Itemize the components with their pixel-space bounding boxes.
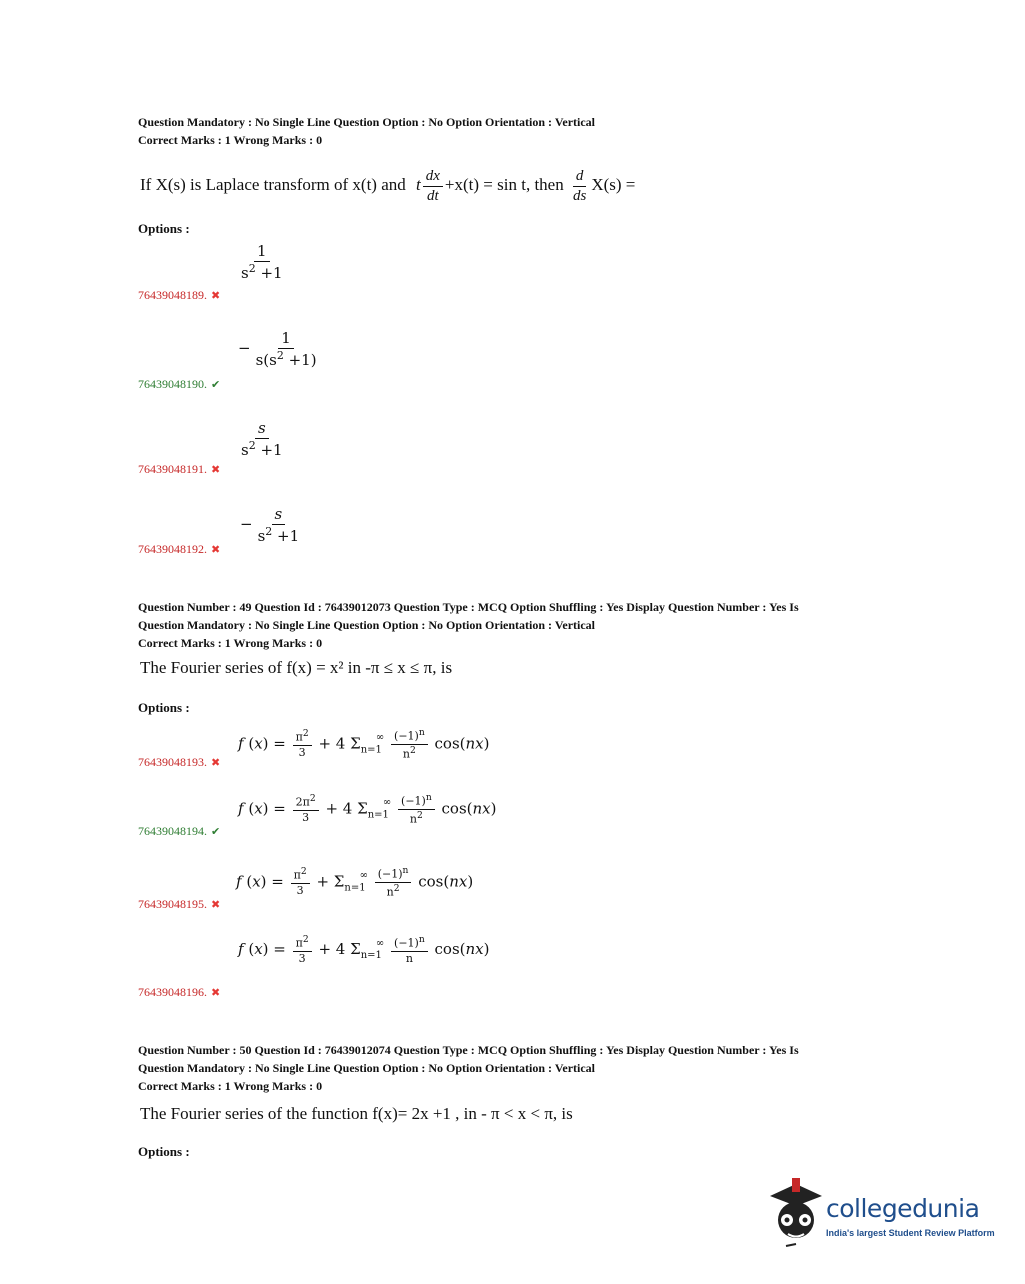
check-mark-icon: ✔ [211,826,221,838]
q49-question-text: The Fourier series of f(x) = x² in -π ≤ x ≤ π, is [140,658,453,677]
q48-option1-formula: $\frac{1}{s^2 +1}$ [241,242,283,282]
q48-option3-formula: $\frac{s}{s^2 +1}$ [241,419,283,459]
q49-option1-formula: f (x) = $\frac{\pi^2}{3}$ + 4 $\Sigma_{n=1}^\infty$ $\frac{(-1)^n}{n^2}$ cos(nx) [238,727,490,761]
q48-meta-line2: Question Mandatory : No Single Line Question Option : No Option Orientation : Vertical [138,115,596,129]
q50-meta-line1: Question Number : 50 Question Id : 76439012074 Question Type : MCQ Option Shuffling : Yes Display Question Number : Yes Is [138,1043,799,1057]
q50-meta-line3: Correct Marks : 1 Wrong Marks : 0 [138,1079,323,1093]
q49-meta-line1: Question Number : 49 Question Id : 76439012073 Question Type : MCQ Option Shuffling : Yes Display Question Number : Yes Is [138,600,799,614]
wrong-mark-icon: ✖ [211,899,221,911]
wrong-mark-icon: ✖ [211,987,221,999]
q50-meta [138,1041,799,1095]
q48-option2-id[interactable]: 76439048190. ✔ [138,377,221,391]
q48-meta-line3: Correct Marks : 1 Wrong Marks : 0 [138,133,323,147]
q50-question-text: The Fourier series of the function f(x)= 2x +1 , in - π < x < π, is [140,1104,573,1123]
q48-meta [138,113,595,149]
q49-option3-formula: f (x) = $\frac{\pi^2}{3}$ + $\Sigma_{n=1}^\infty$ $\frac{(-1)^n}{n^2}$ cos(nx) [236,865,474,899]
logo-name: collegedunia [826,1194,980,1223]
q50-options-label: Options : [138,1144,190,1159]
q49-options-label: Options : [138,700,190,715]
q48-option4-id[interactable]: 76439048192. ✖ [138,542,221,556]
wrong-mark-icon: ✖ [211,544,221,556]
q49-option2-id[interactable]: 76439048194. ✔ [138,824,221,838]
collegedunia-logo [766,1176,996,1256]
q49-option3-id[interactable]: 76439048195. ✖ [138,897,221,911]
q48-options-label: Options : [138,221,190,236]
q49-option1-id[interactable]: 76439048193. ✖ [138,755,221,769]
wrong-mark-icon: ✖ [211,290,221,302]
wrong-mark-icon: ✖ [211,464,221,476]
q49-option2-formula: f (x) = $\frac{2\pi^2}{3}$ + 4 $\Sigma_{n=1}^\infty$ $\frac{(-1)^n}{n^2}$ cos(nx) [238,792,497,826]
q49-meta-line2: Question Mandatory : No Single Line Question Option : No Option Orientation : Vertical [138,618,596,632]
graduate-mascot-icon [766,1176,826,1248]
q49-option4-formula: f (x) = $\frac{\pi^2}{3}$ + 4 $\Sigma_{n=1}^\infty$ $\frac{(-1)^n}{n}$ cos(nx) [238,934,490,965]
q50-meta-line2: Question Mandatory : No Single Line Question Option : No Option Orientation : Vertical [138,1061,596,1075]
q48-option4-formula: − $\frac{s}{s^2 +1}$ [240,505,300,545]
wrong-mark-icon: ✖ [211,757,221,769]
q48-option3-id[interactable]: 76439048191. ✖ [138,462,221,476]
logo-tagline: India's largest Student Review Platform [826,1228,995,1238]
check-mark-icon: ✔ [211,379,221,391]
q48-option1-id[interactable]: 76439048189. ✖ [138,288,221,302]
q49-meta [138,598,799,652]
q49-meta-line3: Correct Marks : 1 Wrong Marks : 0 [138,636,323,650]
q48-option2-formula: − $\frac{1}{s(s^2 +1)}$ [238,329,317,369]
q48-question-text: If X(s) is Laplace transform of x(t) and t $\frac{dx}{dt}$ +x(t) = sin t, then $\frac{d}{ds}$ X(s) = [140,168,636,204]
q49-option4-id[interactable]: 76439048196. ✖ [138,985,221,999]
